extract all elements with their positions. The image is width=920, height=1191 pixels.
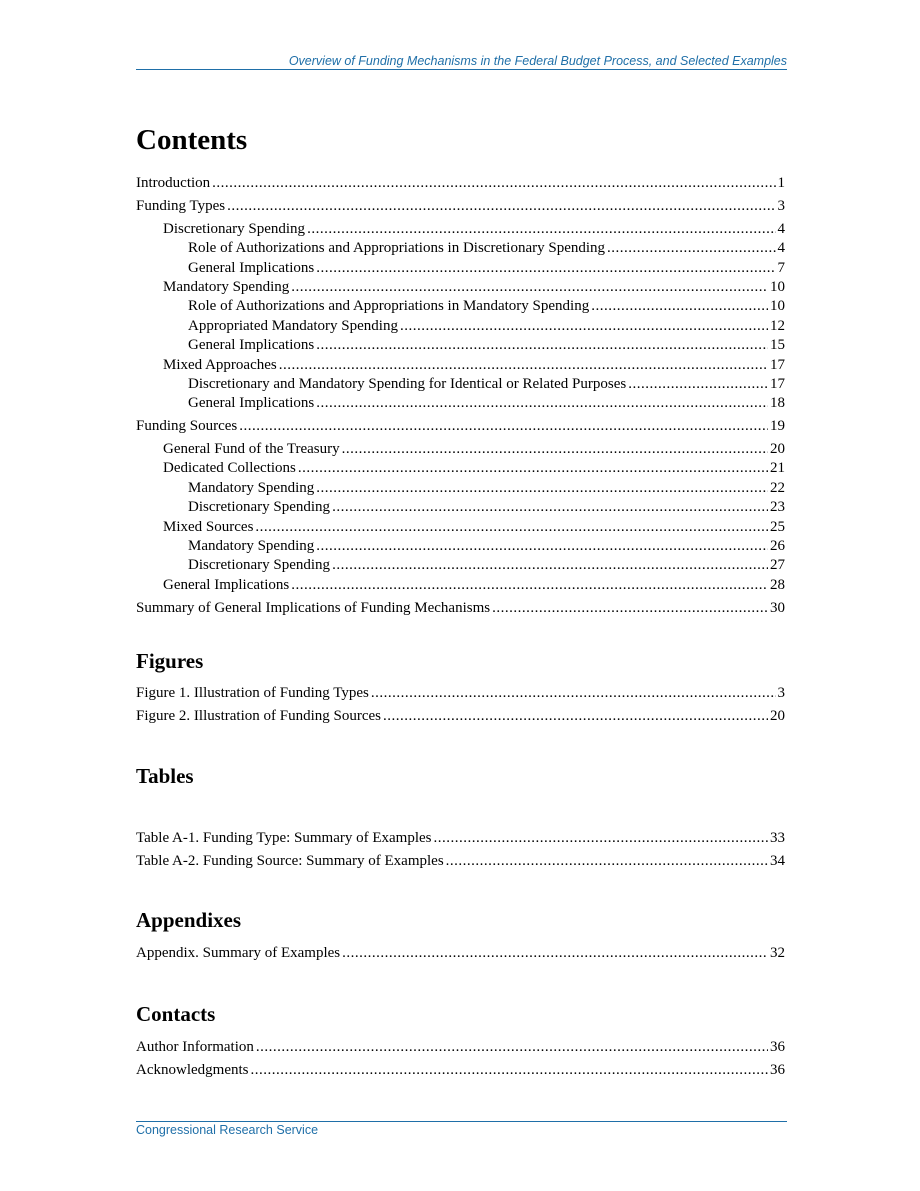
toc-entry-general-fund[interactable]: General Fund of the Treasury ..... 20 — [136, 440, 785, 459]
toc-entry-general-implications[interactable]: General Implications ..... 28 — [136, 576, 785, 595]
figures-list — [136, 684, 785, 726]
toc-entry-discretionary-spending[interactable]: Discretionary Spending ..... 27 — [136, 556, 785, 575]
toc-entry-identical-purposes[interactable]: Discretionary and Mandatory Spending for Identical or Related Purposes ..... 17 — [136, 375, 785, 394]
figures-heading: Figures — [136, 649, 204, 673]
dot-leader — [492, 599, 768, 618]
toc-entry-mandatory-spending[interactable]: Mandatory Spending ..... 26 — [136, 537, 785, 556]
contents-title: Contents — [136, 124, 248, 156]
tables-heading: Tables — [136, 764, 194, 788]
dot-leader — [434, 829, 768, 848]
dot-leader — [307, 220, 775, 239]
dot-leader — [279, 356, 768, 375]
running-header: Overview of Funding Mechanisms in the Federal Budget Process, and Selected Examples — [288, 54, 787, 68]
toc-entry-summary[interactable]: Summary of General Implications of Funding Mechanisms ..... 30 — [136, 599, 785, 618]
toc-entry-mixed-sources[interactable]: Mixed Sources ..... 25 — [136, 518, 785, 537]
dot-leader — [212, 174, 775, 193]
dot-leader — [227, 197, 775, 216]
dot-leader — [239, 417, 768, 436]
contacts-list — [136, 1038, 785, 1080]
contact-entry[interactable]: Acknowledgments ..... 36 — [136, 1061, 785, 1080]
table-entry[interactable]: Table A-2. Funding Source: Summary of Examples ..... 34 — [136, 852, 785, 871]
figure-entry[interactable]: Figure 2. Illustration of Funding Sources ..... 20 — [136, 707, 785, 726]
toc-entry-introduction[interactable]: Introduction ..... 1 — [136, 174, 785, 193]
dot-leader — [316, 394, 768, 413]
appendixes-heading: Appendixes — [136, 908, 242, 932]
header-rule — [136, 69, 787, 70]
dot-leader — [607, 239, 775, 258]
dot-leader — [400, 317, 768, 336]
dot-leader — [591, 297, 768, 316]
toc-entry-mandatory-spending[interactable]: Mandatory Spending ..... 22 — [136, 479, 785, 498]
toc-entry-role-mandatory[interactable]: Role of Authorizations and Appropriations in Mandatory Spending ..... 10 — [136, 297, 785, 316]
dot-leader — [298, 459, 768, 478]
dot-leader — [250, 1061, 768, 1080]
contact-entry[interactable]: Author Information ..... 36 — [136, 1038, 785, 1057]
dot-leader — [332, 556, 768, 575]
dot-leader — [446, 852, 768, 871]
dot-leader — [332, 498, 768, 517]
toc-entry-discretionary-spending[interactable]: Discretionary Spending ..... 23 — [136, 498, 785, 517]
tables-list — [136, 829, 785, 871]
dot-leader — [316, 336, 768, 355]
toc-entry-funding-types[interactable]: Funding Types ..... 3 — [136, 197, 785, 216]
dot-leader — [255, 518, 768, 537]
dot-leader — [291, 576, 768, 595]
table-entry[interactable]: Table A-1. Funding Type: Summary of Examples ..... 33 — [136, 829, 785, 848]
toc-entry-general-implications[interactable]: General Implications ..... 18 — [136, 394, 785, 413]
toc-entry-dedicated-collections[interactable]: Dedicated Collections ..... 21 — [136, 459, 785, 478]
figure-entry[interactable]: Figure 1. Illustration of Funding Types ..... 3 — [136, 684, 785, 703]
footer-organization: Congressional Research Service — [136, 1123, 319, 1137]
contacts-heading: Contacts — [136, 1002, 216, 1026]
toc-entry-discretionary-spending[interactable]: Discretionary Spending ..... 4 — [136, 220, 785, 239]
toc-entry-mandatory-spending[interactable]: Mandatory Spending ..... 10 — [136, 278, 785, 297]
appendixes-list — [136, 944, 785, 963]
toc-entry-role-discretionary[interactable]: Role of Authorizations and Appropriations in Discretionary Spending ..... 4 — [136, 239, 785, 258]
dot-leader — [256, 1038, 768, 1057]
dot-leader — [342, 440, 768, 459]
dot-leader — [316, 259, 775, 278]
footer-rule — [136, 1121, 787, 1122]
dot-leader — [371, 684, 776, 703]
dot-leader — [383, 707, 768, 726]
toc-entry-mixed-approaches[interactable]: Mixed Approaches ..... 17 — [136, 356, 785, 375]
toc-entry-appropriated-mandatory[interactable]: Appropriated Mandatory Spending ..... 12 — [136, 317, 785, 336]
toc-entry-general-implications[interactable]: General Implications ..... 7 — [136, 259, 785, 278]
dot-leader — [342, 944, 768, 963]
dot-leader — [628, 375, 768, 394]
dot-leader — [316, 479, 768, 498]
toc-entry-general-implications[interactable]: General Implications ..... 15 — [136, 336, 785, 355]
toc-entry-funding-sources[interactable]: Funding Sources ..... 19 — [136, 417, 785, 436]
contents-toc — [136, 174, 785, 618]
appendix-entry[interactable]: Appendix. Summary of Examples ..... 32 — [136, 944, 785, 963]
dot-leader — [316, 537, 768, 556]
dot-leader — [291, 278, 768, 297]
